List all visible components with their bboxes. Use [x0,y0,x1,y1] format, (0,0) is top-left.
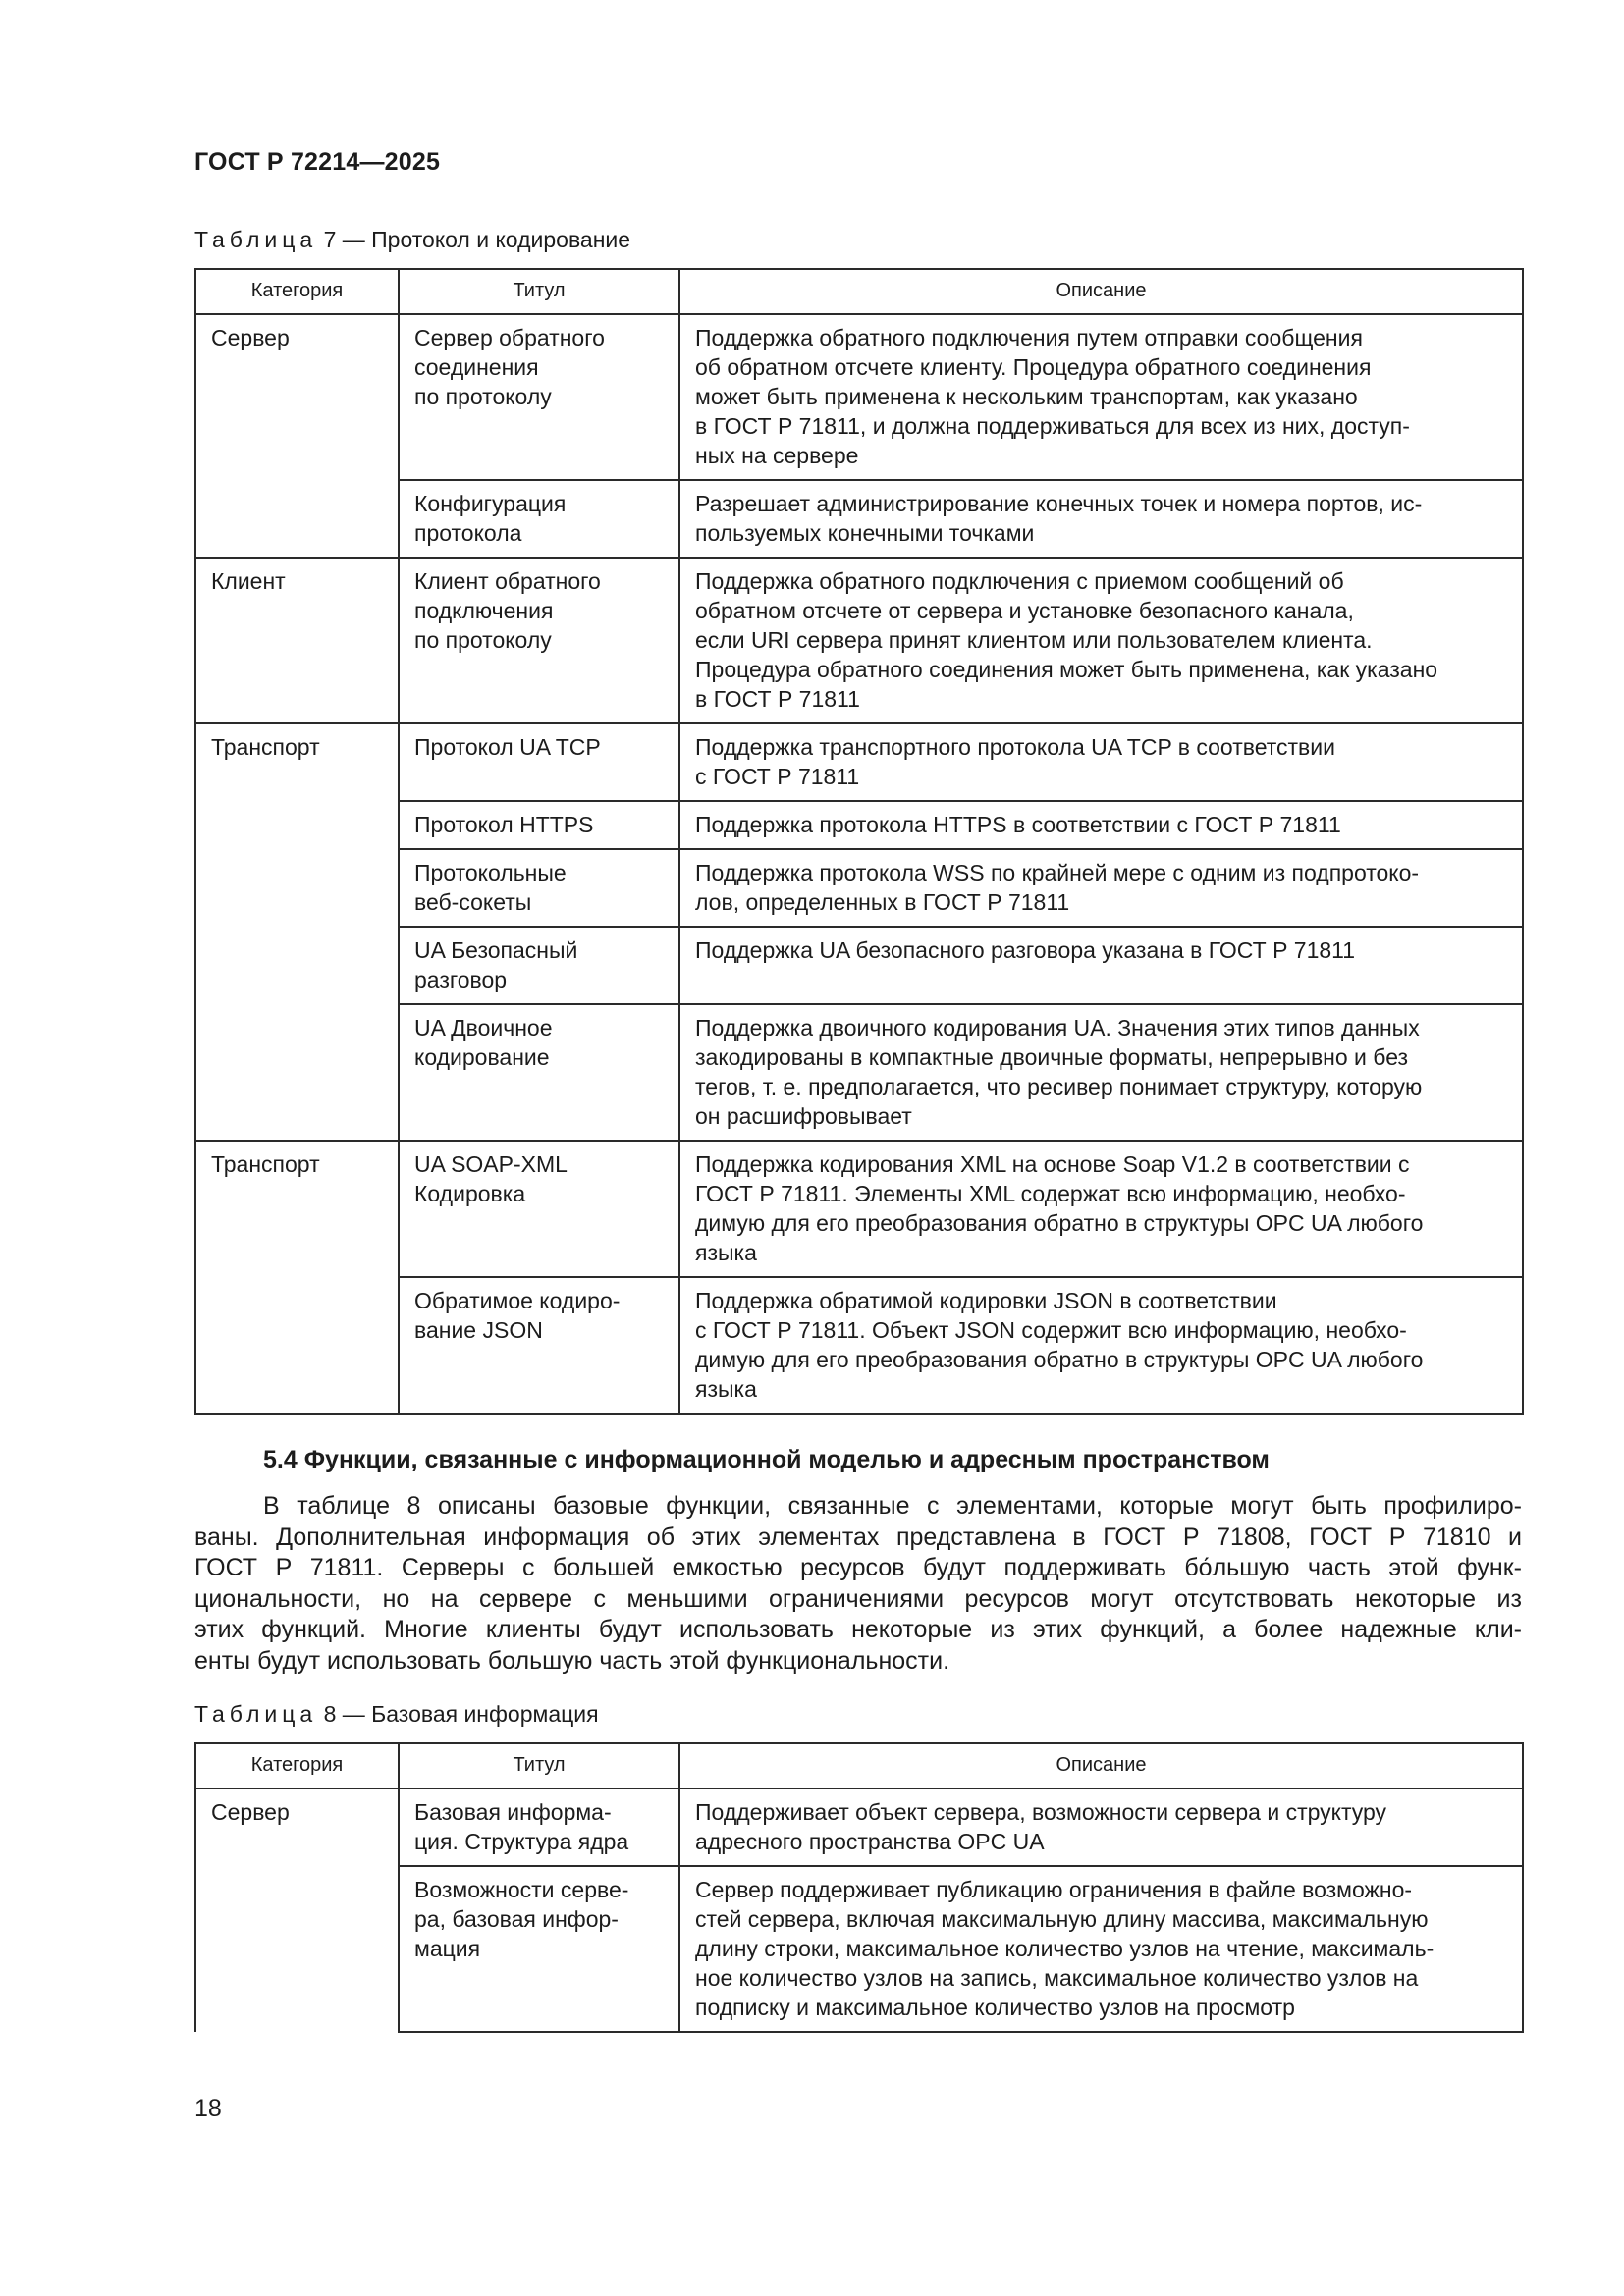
paragraph-line: енты будут использовать большую часть этой функциональности. [194,1646,950,1675]
table-row [195,1277,1523,1414]
title-line: Базовая информа- [414,1799,612,1825]
title-line: вание JSON [414,1317,543,1343]
table-row [195,1866,1523,2032]
title-cell [399,1789,679,1866]
title-line: веб-сокеты [414,889,532,915]
category-cell [195,1004,399,1141]
description-line: Процедура обратного соединения может быть применена, как указано [695,657,1438,682]
category-cell [195,1866,399,2032]
category-cell: Сервер [195,314,399,480]
title-cell [399,723,679,801]
description-line: он расшифровывает [695,1103,912,1129]
description-line: языка [695,1376,757,1402]
title-cell [399,558,679,723]
description-cell [679,1866,1523,2032]
title-cell [399,1004,679,1141]
description-cell [679,1789,1523,1866]
title-line: UA SOAP-XML [414,1151,568,1177]
description-cell [679,480,1523,558]
title-cell [399,849,679,927]
category-cell [195,1277,399,1414]
description-line: Поддержка двоичного кодирования UA. Значения этих типов данных [695,1015,1420,1041]
title-line: разговор [414,967,508,992]
table7 [194,268,1524,1415]
category-cell: Транспорт [195,1141,399,1277]
table8 [194,1742,1524,2033]
category-cell [195,480,399,558]
description-line: в ГОСТ Р 71811, и должна поддерживаться для всех из них, доступ- [695,413,1410,439]
table-row [195,1141,1523,1277]
column-header-description: Описание [679,269,1523,314]
table-row [195,314,1523,480]
description-line: Поддерживает объект сервера, возможности сервера и структуру [695,1799,1387,1825]
title-cell [399,801,679,849]
document-page [194,147,1522,2033]
title-line: по протоколу [414,627,552,653]
description-line: об обратном отсчете клиенту. Процедура обратного соединения [695,354,1372,380]
description-line: с ГОСТ Р 71811 [695,764,860,789]
title-line: ра, базовая инфор- [414,1906,619,1932]
table-row [195,723,1523,801]
table-row [195,1004,1523,1141]
title-cell [399,1866,679,2032]
table8-caption: Таблица 8 — Базовая информация [194,1701,599,1727]
description-line: в ГОСТ Р 71811 [695,686,860,712]
description-cell [679,849,1523,927]
description-line: Разрешает администрирование конечных точек и номера портов, ис- [695,491,1423,516]
description-cell [679,927,1523,1004]
description-line: языка [695,1240,757,1265]
category-cell: Клиент [195,558,399,723]
category-cell [195,849,399,927]
title-line: Протокол UA TCP [414,734,601,760]
section-heading: 5.4 Функции, связанные с информационной моделью и адресным пространством [263,1446,1270,1473]
table-header-row [195,1743,1523,1789]
title-line: подключения [414,598,554,623]
description-line: лов, определенных в ГОСТ Р 71811 [695,889,1070,915]
description-cell [679,314,1523,480]
description-line: ных на сервере [695,443,859,468]
description-cell [679,1277,1523,1414]
title-line: кодирование [414,1044,550,1070]
title-line: Возможности серве- [414,1877,629,1902]
category-cell: Сервер [195,1789,399,1866]
table-row [195,801,1523,849]
description-line: пользуемых конечными точками [695,520,1035,546]
description-line: Поддержка кодирования XML на основе Soap V1.2 в соответствии с [695,1151,1410,1177]
paragraph-line: ваны. Дополнительная информация об этих элементах представлена в ГОСТ Р 71808, ГОСТ Р 71810 и [194,1522,1522,1551]
category-cell: Транспорт [195,723,399,801]
description-cell [679,1141,1523,1277]
paragraph-line: ГОСТ Р 71811. Серверы с большей емкостью ресурсов будут поддерживать бо́льшую часть этой функ- [194,1554,1522,1581]
column-header-title: Титул [399,1743,679,1789]
page-number: 18 [194,2095,222,2122]
description-line: димую для его преобразования обратно в структуры OPC UA любого [695,1210,1424,1236]
description-line: Поддержка обратного подключения с приемом сообщений об [695,568,1344,594]
column-header-description: Описание [679,1743,1523,1789]
title-line: по протоколу [414,384,552,409]
table-row [195,927,1523,1004]
title-line: Протокольные [414,860,567,885]
description-line: димую для его преобразования обратно в структуры OPC UA любого [695,1347,1424,1372]
column-header-category: Категория [195,269,399,314]
title-line: ция. Структура ядра [414,1829,629,1854]
description-line: с ГОСТ Р 71811. Объект JSON содержит всю информацию, необхо- [695,1317,1407,1343]
description-line: ное количество узлов на запись, максимальное количество узлов на [695,1965,1419,1991]
description-line: ГОСТ Р 71811. Элементы XML содержат всю информацию, необхо- [695,1181,1406,1206]
title-line: Клиент обратного [414,568,601,594]
section-paragraph [194,1491,1522,1677]
title-cell [399,1277,679,1414]
title-line: Обратимое кодиро- [414,1288,621,1313]
category-cell [195,927,399,1004]
title-line: Протокол HTTPS [414,812,594,837]
category-cell [195,801,399,849]
description-line: Сервер поддерживает публикацию ограничения в файле возможно- [695,1877,1413,1902]
table-header-row [195,269,1523,314]
table-row [195,1789,1523,1866]
title-cell [399,314,679,480]
paragraph-line: этих функций. Многие клиенты будут использовать некоторые из этих функций, а более надежные кли- [194,1616,1522,1643]
table-row [195,849,1523,927]
title-line: мация [414,1936,481,1961]
description-line: если URI сервера принят клиентом или пользователем клиента. [695,627,1373,653]
description-line: Поддержка протокола WSS по крайней мере с одним из подпротоко- [695,860,1420,885]
table8-body [195,1789,1523,2032]
description-line: стей сервера, включая максимальную длину массива, максимальную [695,1906,1429,1932]
paragraph-line: В таблице 8 описаны базовые функции, связанные с элементами, которые могут быть профилиро- [263,1492,1522,1520]
description-line: обратном отсчете от сервера и установке безопасного канала, [695,598,1354,623]
column-header-category: Категория [195,1743,399,1789]
title-line: UA Безопасный [414,937,578,963]
description-cell [679,801,1523,849]
title-line: Кодировка [414,1181,526,1206]
title-line: UA Двоичное [414,1015,553,1041]
table7-body [195,314,1523,1414]
title-line: соединения [414,354,539,380]
description-cell [679,723,1523,801]
description-line: закодированы в компактные двоичные форматы, непрерывно и без [695,1044,1409,1070]
column-header-title: Титул [399,269,679,314]
title-cell [399,480,679,558]
title-line: протокола [414,520,522,546]
description-line: адресного пространства OPC UA [695,1829,1045,1854]
description-line: может быть применена к нескольким транспортам, как указано [695,384,1358,409]
description-line: длину строки, максимальное количество узлов на чтение, максималь- [695,1936,1435,1961]
description-line: Поддержка транспортного протокола UA TCP в соответствии [695,734,1335,760]
table-row [195,480,1523,558]
description-cell [679,558,1523,723]
paragraph-line: циональности, но на сервере с меньшими ограничениями ресурсов могут отсутствовать некоторые из [194,1584,1522,1613]
description-line: тегов, т. е. предполагается, что ресивер понимает структуру, которую [695,1074,1423,1099]
table7-caption: Таблица 7 — Протокол и кодирование [194,227,631,252]
description-line: Поддержка обратимой кодировки JSON в соответствии [695,1288,1277,1313]
title-line: Конфигурация [414,491,567,516]
description-line: Поддержка обратного подключения путем отправки сообщения [695,325,1363,350]
description-line: Поддержка UA безопасного разговора указана в ГОСТ Р 71811 [695,937,1356,963]
title-line: Сервер обратного [414,325,605,350]
document-id: ГОСТ Р 72214—2025 [194,148,441,176]
title-cell [399,927,679,1004]
description-line: Поддержка протокола HTTPS в соответствии с ГОСТ Р 71811 [695,812,1341,837]
description-line: подписку и максимальное количество узлов на просмотр [695,1995,1295,2020]
table-row [195,558,1523,723]
title-cell [399,1141,679,1277]
description-cell [679,1004,1523,1141]
